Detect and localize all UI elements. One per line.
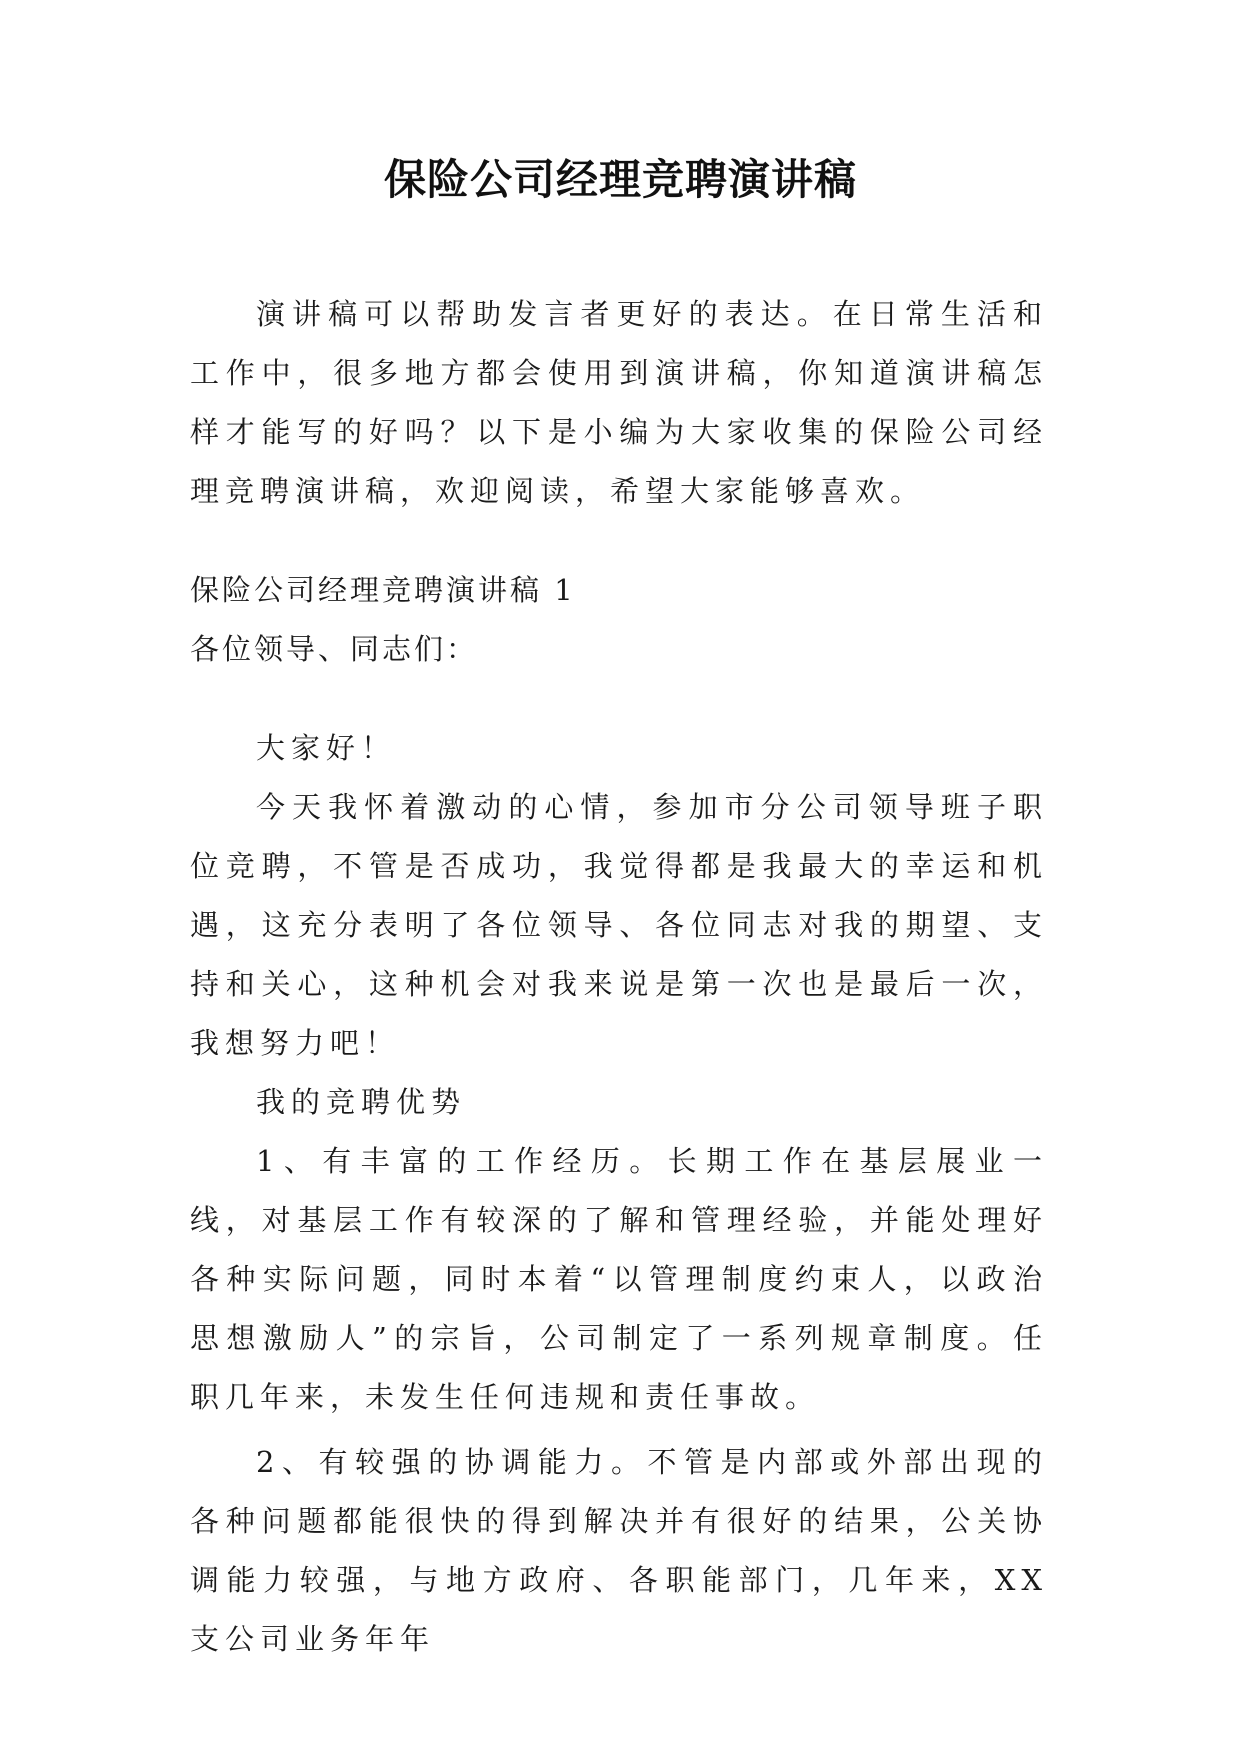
section-title: 保险公司经理竞聘演讲稿 1 <box>190 573 576 607</box>
document-title: 保险公司经理竞聘演讲稿 <box>383 155 857 204</box>
speech-paragraph-1: 今天我怀着激动的心情，参加市分公司领导班子职位竞聘，不管是否成功，我觉得都是我最大的幸运和机遇，这充分表明了各位领导、各位同志对我的期望、支持和关心，这种机会对我来说是第一次也是最后一次，我想努力吧！ <box>190 790 1048 1060</box>
advantage-point-2: 2、有较强的协调能力。不管是内部或外部出现的各种问题都能很快的得到解决并有很好的结果，公关协调能力较强，与地方政府、各职能部门，几年来，XX 支公司业务年年 <box>190 1445 1048 1656</box>
document-body <box>190 285 1048 1669</box>
salutation: 各位领导、同志们： <box>190 632 479 666</box>
advantage-point-1: 1、有丰富的工作经历。长期工作在基层展业一线，对基层工作有较深的了解和管理经验，并能处理好各种实际问题，同时本着“以管理制度约束人，以政治思想激励人”的宗旨，公司制定了一系列规章制度。任职几年来，未发生任何违规和责任事故。 <box>190 1144 1048 1414</box>
intro-paragraph: 演讲稿可以帮助发言者更好的表达。在日常生活和工作中，很多地方都会使用到演讲稿，你知道演讲稿怎样才能写的好吗？以下是小编为大家收集的保险公司经理竞聘演讲稿，欢迎阅读，希望大家能够喜欢。 <box>190 297 1048 508</box>
advantages-heading: 我的竞聘优势 <box>256 1085 467 1119</box>
greeting: 大家好！ <box>256 731 397 765</box>
